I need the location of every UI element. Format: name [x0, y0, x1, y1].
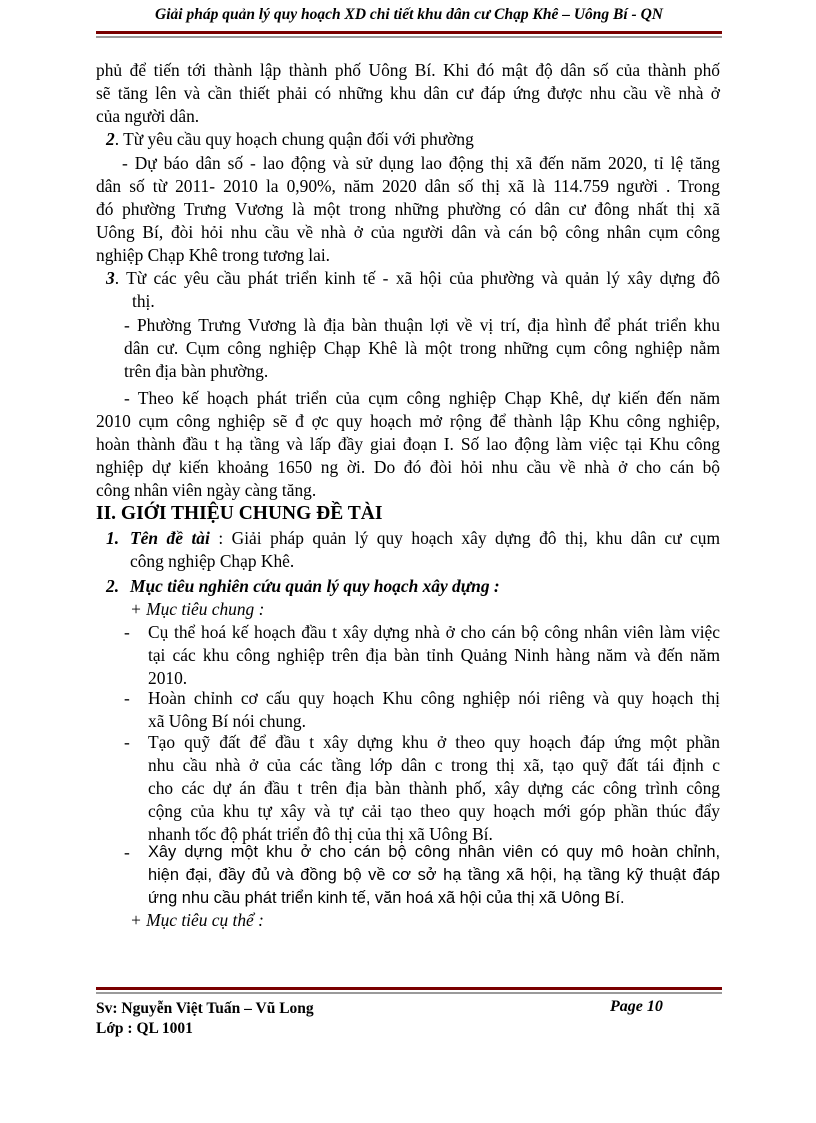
paragraph-line: của người dân. [96, 106, 200, 126]
paragraph-line: Uông Bí, đòi hỏi nhu cầu về nhà ở của người dân và cán bộ công nhân cụm công [96, 222, 720, 242]
bullet-line: hiện đại, đầy đủ và đồng bộ về cơ sở hạ tầng xã hội, hạ tầng kỹ thuật đáp [148, 866, 720, 884]
footer-student: Sv: Nguyễn Việt Tuấn – Vũ Long [96, 1000, 314, 1017]
bullet-dash: - [124, 842, 130, 862]
paragraph-line: trên địa bàn phường. [124, 361, 269, 381]
section-item-text: : Giải pháp quản lý quy hoạch xây dựng đô thị, khu dân cư cụm [209, 528, 720, 548]
paragraph-line: hoàn thành đầu t hạ tầng và lấp đầy giai đoạn I. Số lao động làm việc tại Khu công [96, 434, 720, 454]
bullet-line: Xây dựng một khu ở cho cán bộ công nhân viên có quy mô hoàn chỉnh, [148, 843, 720, 861]
section-item-label: Mục tiêu nghiên cứu quản lý quy hoạch xây dựng : [130, 576, 500, 596]
list-item-3 [106, 268, 720, 289]
list-item-text: . Từ yêu cầu quy hoạch chung quận đối với phường [114, 129, 474, 149]
section-item-text: công nghiệp Chạp Khê. [130, 551, 295, 571]
list-number: 3 [106, 268, 115, 288]
bullet-dash: - [124, 688, 130, 708]
section-item-number: 1. [106, 528, 120, 548]
paragraph-line: dân số từ 2011- 2010 la 0,90%, năm 2020 dân số thị xã là 114.759 người . Trong [96, 176, 720, 196]
paragraph-line: - Phường Trưng Vương là địa bàn thuận lợi về vị trí, địa hình để phát triển khu [124, 315, 720, 335]
paragraph-line: công nhân viên ngày càng tăng. [96, 480, 317, 500]
section-heading: II. GIỚI THIỆU CHUNG ĐỀ TÀI [96, 503, 383, 524]
list-item-text: thị. [132, 291, 155, 311]
paragraph-line: nghiệp Chạp Khê trong tương lai. [96, 245, 331, 265]
bullet-dash: - [124, 732, 130, 752]
sub-heading-general-goal: + Mục tiêu chung : [130, 599, 265, 619]
bullet-line: ứng nhu cầu phát triển kinh tế, văn hoá xã hội của thị xã Uông Bí. [148, 889, 625, 907]
section-item-number: 2. [106, 576, 120, 596]
footer-rule-top [96, 987, 722, 990]
sub-heading-specific-goal: + Mục tiêu cụ thể : [130, 910, 264, 930]
paragraph-line: đó phường Trưng Vương là một trong những phường có dân cư đông nhất thị xã [96, 199, 720, 219]
footer-class: Lớp : QL 1001 [96, 1020, 193, 1037]
section-item-label: Tên đề tài [130, 528, 210, 548]
bullet-line: tại các khu công nghiệp trên địa bàn tỉnh Quảng Ninh hàng năm và đến năm [148, 645, 720, 665]
bullet-line: 2010. [148, 668, 188, 688]
bullet-line: Hoàn chỉnh cơ cấu quy hoạch Khu công nghiệp nói riêng và quy hoạch thị [148, 688, 720, 708]
bullet-line: Cụ thể hoá kế hoạch đầu t xây dựng nhà ở cho cán bộ công nhân viên làm việc [148, 622, 720, 642]
list-number: 2 [106, 129, 115, 149]
bullet-dash: - [124, 622, 130, 642]
page-number: Page 10 [610, 998, 663, 1015]
list-item-2 [106, 129, 474, 150]
section-item-1 [130, 528, 720, 549]
paragraph-line: nghiệp dự kiến khoảng 1650 ng ời. Do đó đòi hỏi nhu cầu về nhà ở cho cán bộ [96, 457, 720, 477]
paragraph-line: 2010 cụm công nghiệp sẽ đ ợc quy hoạch mở rộng để thành lập Khu công nghiệp, [96, 411, 720, 431]
bullet-line: xã Uông Bí nói chung. [148, 711, 306, 731]
paragraph-line: - Dự báo dân số - lao động và sử dụng lao động thị xã đến năm 2020, tỉ lệ tăng [122, 153, 720, 173]
footer-rule-bottom [96, 992, 722, 994]
header-rule-top [96, 31, 722, 34]
bullet-line: cho các dự án đầu t trên địa bàn thành phố, xây dựng các công trình công [148, 778, 720, 798]
bullet-line: nhanh tốc độ phát triển đô thị của thị xã Uông Bí. [148, 824, 493, 844]
paragraph-line: phủ để tiến tới thành lập thành phố Uông Bí. Khi đó mật độ dân số của thành phố [96, 60, 720, 80]
header-rule-bottom [96, 36, 722, 38]
paragraph-line: - Theo kế hoạch phát triển của cụm công nghiệp Chạp Khê, dự kiến đến năm [124, 388, 720, 408]
paragraph-line: dân cư. Cụm công nghiệp Chạp Khê là một trong những cụm công nghiệp nằm [124, 338, 720, 358]
bullet-line: nhu cầu nhà ở của các tầng lớp dân c trong thị xã, tạo quỹ đất tái định c [148, 755, 720, 775]
paragraph-line: sẽ tăng lên và cần thiết phải có những khu dân cư đáp ứng được nhu cầu về nhà ở [96, 83, 720, 103]
header-title: Giải pháp quản lý quy hoạch XD chi tiết khu dân cư Chạp Khê – Uông Bí - QN [155, 6, 663, 23]
bullet-line: cộng của khu tự xây và tự cải tạo theo quy hoạch mới góp phần thúc đẩy [148, 801, 720, 821]
list-item-text: . Từ các yêu cầu phát triển kinh tế - xã hội của phường và quản lý xây dựng đô [114, 268, 720, 288]
bullet-line: Tạo quỹ đất để đầu t xây dựng khu ở theo quy hoạch đáp ứng một phần [148, 732, 720, 752]
